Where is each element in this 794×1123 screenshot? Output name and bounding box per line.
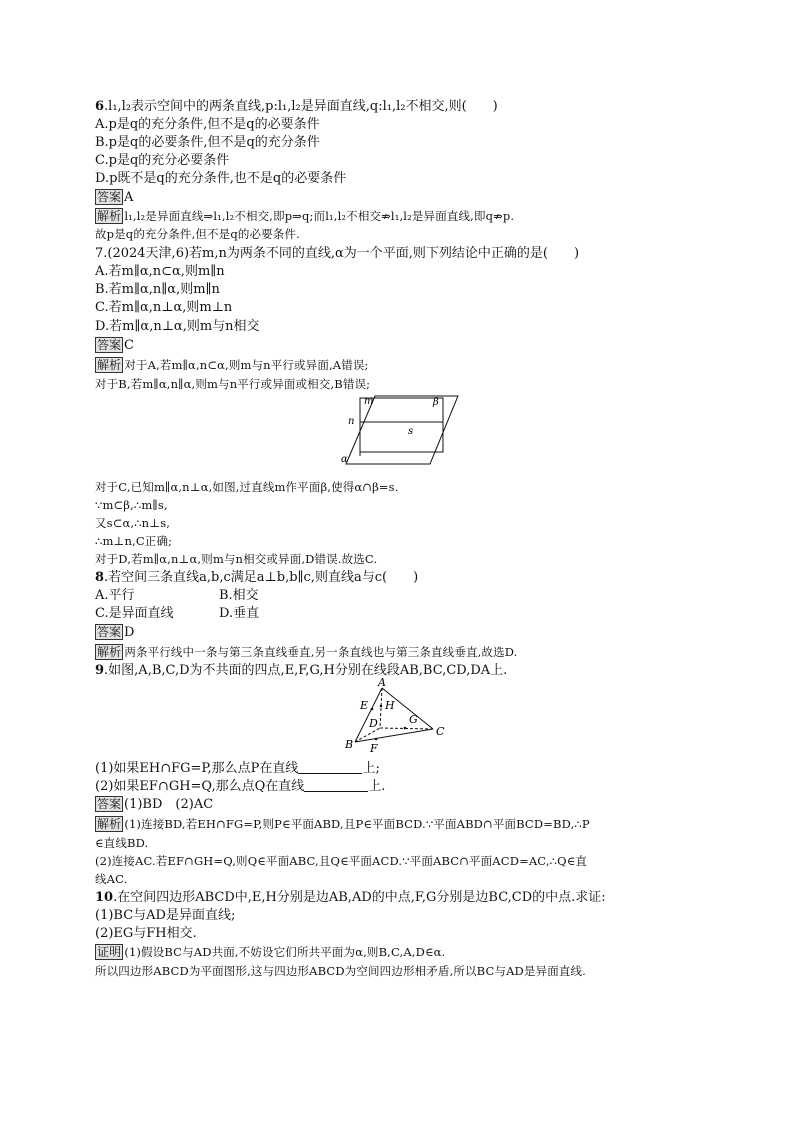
q7-analysis-line: ∵m⊂β,∴m∥s, <box>95 498 168 512</box>
q10-part2: (2)EG与FH相交. <box>95 926 197 941</box>
q7-option-a: A.若m∥α,n⊂α,则m∥n <box>95 264 225 279</box>
label-beta: β <box>433 397 439 408</box>
label-h: H <box>385 699 395 712</box>
answer-blank <box>304 779 368 792</box>
q9-analysis-line: ∈直线BD. <box>95 836 149 850</box>
q6-answer: 答案 A <box>97 190 134 205</box>
q8-option-a: A.平行 <box>95 588 135 603</box>
edge-bc <box>355 729 433 742</box>
plane-alpha-outline <box>346 396 458 464</box>
edge-ad <box>380 688 382 728</box>
q9-answer: 答案 (1)BD (2)AC <box>97 797 214 812</box>
analysis-tag: 解析 <box>97 209 122 223</box>
q7-analysis-line: 解析 对于A,若m∥α,n⊂α,则m与n平行或异面,A错误; <box>97 358 369 372</box>
point-f <box>375 738 378 741</box>
q8-stem: 8.若空间三条直线a,b,c满足a⊥b,b∥c,则直线a与c( ) <box>95 570 419 585</box>
q6-analysis-line: 解析 l₁,l₂是异面直线⇒l₁,l₂不相交,即p⇒q;而l₁,l₂不相交⇏l₁,l₂是异面直线,即q⇏p. <box>97 209 515 223</box>
label-d: D <box>369 717 378 730</box>
q9-analysis-line: (2)连接AC.若EF∩GH=Q,则Q∈平面ABC,且Q∈平面ACD.∵平面ABC∩平面ACD=AC,∴Q∈直 <box>95 854 588 868</box>
q7-analysis-line: 对于D,若m∥α,n⊥α,则m与n相交或异面,D错误.故选C. <box>95 552 378 566</box>
q7-analysis-line: 对于B,若m∥α,n∥α,则m与n平行或异面或相交,B错误; <box>95 377 371 391</box>
q8-answer: 答案 D <box>97 625 135 640</box>
label-c: C <box>436 725 445 738</box>
label-a: A <box>378 676 386 689</box>
plane-figure <box>330 388 470 468</box>
q7-option-c: C.若m∥α,n⊥α,则m⊥n <box>95 300 233 315</box>
point-g <box>404 727 407 730</box>
q9-analysis-line: 解析 (1)连接BD,若EH∩FG=P,则P∈平面ABD,且P∈平面BCD.∵平面ABD∩平面BCD=BD,∴P <box>97 817 590 831</box>
q8-option-d: D.垂直 <box>219 606 260 621</box>
label-n: n <box>348 416 355 427</box>
q6-option-d: D.p既不是q的充分条件,也不是q的必要条件 <box>95 171 347 186</box>
q8-analysis-line: 解析 两条平行线中一条与第三条直线垂直,另一条直线也与第三条直线垂直,故选D. <box>97 645 518 659</box>
analysis-tag: 解析 <box>97 645 122 659</box>
answer-tag: 答案 <box>97 797 122 811</box>
q7-analysis-line: ∴m⊥n,C正确; <box>95 534 173 548</box>
q6-stem: 6.l₁,l₂表示空间中的两条直线,p:l₁,l₂是异面直线,q:l₁,l₂不相交,则( ) <box>95 99 498 114</box>
q7-analysis-line: 对于C,已知m∥α,n⊥α,如图,过直线m作平面β,使得α∩β=s. <box>95 480 399 494</box>
q6-option-a: A.p是q的充分条件,但不是q的必要条件 <box>95 117 320 132</box>
label-alpha: α <box>341 454 348 465</box>
q7-option-d: D.若m∥α,n⊥α,则m与n相交 <box>95 319 260 334</box>
label-m: m <box>364 396 374 407</box>
answer-tag: 答案 <box>97 625 122 639</box>
q8-option-b: B.相交 <box>219 588 259 603</box>
q9-sub2: (2)如果EF∩GH=Q,那么点Q在直线 上. <box>95 779 386 794</box>
q10-proof-line: 证明 (1)假设BC与AD共面,不妨设它们所共平面为α,则B,C,A,D∈α. <box>97 945 446 959</box>
q9-sub1: (1)如果EH∩FG=P,那么点P在直线 上; <box>95 761 380 776</box>
tetrahedron-figure <box>335 676 460 758</box>
q8-option-c: C.是异面直线 <box>95 606 174 621</box>
q7-stem: 7.(2024天津,6)若m,n为两条不同的直线,α为一个平面,则下列结论中正确的是( ) <box>95 246 580 261</box>
edge-cd <box>380 728 433 729</box>
q9-analysis-line: 线AC. <box>95 872 128 886</box>
analysis-tag: 解析 <box>97 358 122 372</box>
q7-option-b: B.若m∥α,n∥α,则m∥n <box>95 282 220 297</box>
q6-option-b: B.p是q的必要条件,但不是q的充分条件 <box>95 135 320 150</box>
q6-option-c: C.p是q的充分必要条件 <box>95 153 230 168</box>
q9-stem: 9.如图,A,B,C,D为不共面的四点,E,F,G,H分别在线段AB,BC,CD,DA上. <box>95 663 508 678</box>
point-e <box>371 708 374 711</box>
q10-part1: (1)BC与AD是异面直线; <box>95 908 236 923</box>
q10-stem: 10.在空间四边形ABCD中,E,H分别是边AB,AD的中点,F,G分别是边BC,CD的中点.求证: <box>95 890 606 905</box>
answer-blank <box>298 761 362 774</box>
label-e: E <box>360 699 369 712</box>
label-b: B <box>345 738 354 751</box>
answer-tag: 答案 <box>97 190 122 204</box>
label-s: s <box>408 426 414 437</box>
label-g: G <box>409 713 418 726</box>
analysis-tag: 解析 <box>97 817 122 831</box>
proof-tag: 证明 <box>97 945 122 959</box>
q7-analysis-line: 又s⊂α,∴n⊥s, <box>95 516 171 530</box>
q6-analysis-line: 故p是q的充分条件,但不是q的必要条件. <box>95 227 300 241</box>
point-h <box>380 705 383 708</box>
q10-proof-line: 所以四边形ABCD为平面图形,这与四边形ABCD为空间四边形相矛盾,所以BC与AD是异面直线. <box>95 964 586 978</box>
q7-answer: 答案 C <box>97 338 134 353</box>
answer-tag: 答案 <box>97 338 122 352</box>
label-f: F <box>370 742 378 755</box>
